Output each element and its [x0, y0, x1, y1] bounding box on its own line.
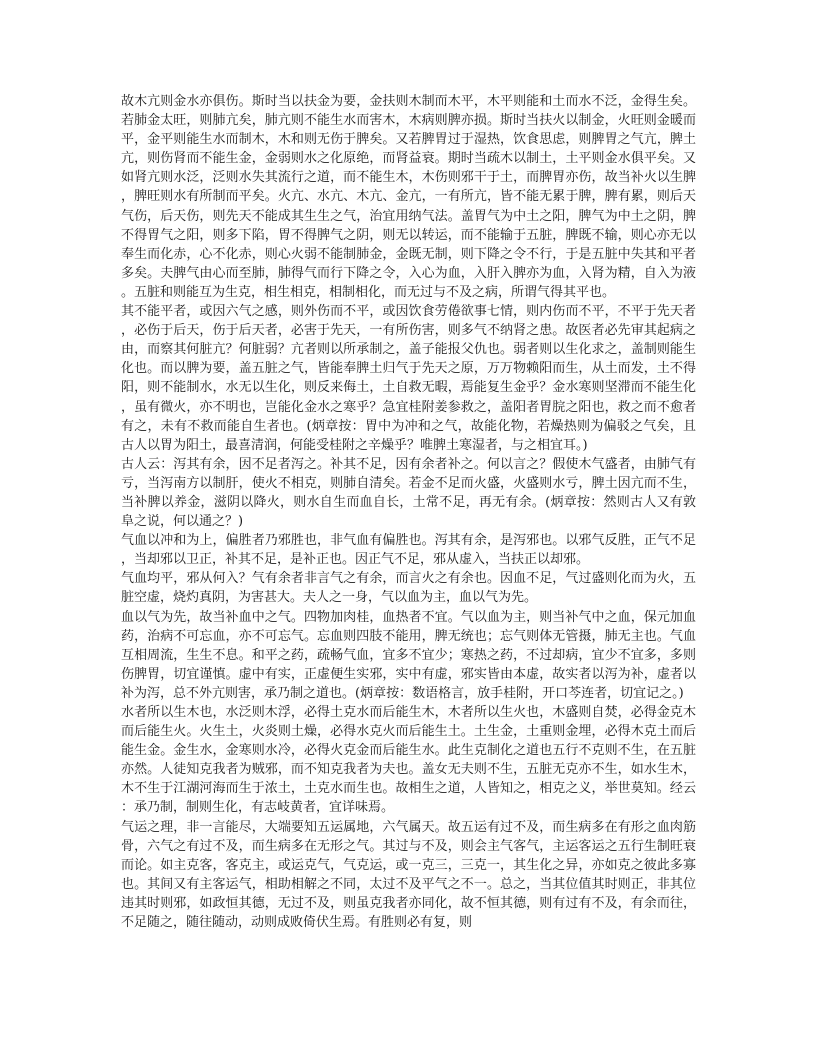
paragraph-blood-qi-first: 血以气为先，故当补血中之气。四物加肉桂，血热者不宜。气以血为主，则当补气中之血，保元加血药，治病不可忘血，亦不可忘气。忘血则四肢不能用，脾无统也；忘气则体无管摄，肺无主也。气血互相周流，生生不息。和平之药，疏畅气血，宜多不宜少；寒热之药，不过却病，宜少不宜多，多则伤脾胃，切宜谨慎。虚中有实，正虚便生实邪，实中有虚，邪实皆由本虚，故实者以泻为补，虚者以补为泻，总不外亢则害，承乃制之道也。(炳章按：数语格言，放手桂附，开口芩连者，切宜记之。)	[121, 609, 696, 701]
paragraph-wood-metal: 故木亢则金水亦俱伤。斯时当以扶金为要，金扶则木制而木平，木平则能和土而水不泛，金得生矣。若肺金太旺，则肺亢矣，肺亢则不能生水而害木，木病则脾亦损。斯时当扶火以制金，火旺则金暖而平，金平则能生水而制木，木和则无伤于脾矣。又若脾胃过于湿热，饮食思虑，则脾胃之气亢，脾土亢，则伤肾而不能生金，金弱则水之化原绝，而肾益衰。期时当疏木以制土，土平则金水俱平矣。又如肾亢则水泛，泛则水失其流行之道，而不能生木，木伤则邪干于土，而脾胃亦伤，故当补火以生脾，脾旺则水有所制而平矣。火亢、水亢、木亢、金亢，一有所亢，皆不能无累于脾，脾有累，则后天气伤，后天伤，则先天不能成其生生之气，治宜用纳气法。盖胃气为中土之阳，脾气为中土之阴，脾不得胃气之阳，则多下陷，胃不得脾气之阴，则无以转运，而不能输于五脏，脾既不输，则心亦无以奉生而化赤，心不化赤，则心火弱不能制肺金，金既无制，则下降之令不行，于是五脏中失其和平者多矣。夫脾气由心而至肺，肺得气而行下降之令，入心为血，入肝入脾亦为血，入肾为精，自入为液。五脏和则能互为生克，相生相克，相制相化，而无过与不及之病，所谓气得其平也。	[121, 94, 696, 300]
document-page	[121, 92, 696, 932]
paragraph-qi-blood-balance: 气血均平，邪从何入？气有余者非言气之有余，而言火之有余也。因血不足，气过盛则化而为火，五脏空虚，烧灼真阴，为害甚大。夫人之一身，气以血为主，血以气为先。	[121, 571, 696, 606]
paragraph-qi-movement: 气运之理，非一言能尽，大端要知五运属地，六气属天。故五运有过不及，而生病多在有形之血肉筋骨，六气之有过不及，而生病多在无形之气。其过与不及，则会主气客气，主运客运之五行生制旺衰而论。如主克客，客克主，或运克气，气克运，或一克三，三克一，其生化之异，亦如克之彼此多寡也。其间又有主客运气，相助相解之不同，太过不及平气之不一。总之，当其位值其时则正，非其位违其时则邪，如政恒其德，无过不及，则虽克我者亦同化，故不恒其德，则有过有不及，有余而往，不足随之，随往随动，动则成败倚伏生焉。有胜则必有复，则	[121, 819, 696, 931]
paragraph-five-elements: 水者所以生木也，水泛则木浮，必得土克水而后能生木，木者所以生火也，木盛则自焚，必得金克木而后能生火。火生土，火炎则土燥，必得水克火而后能生土。土生金，土重则金埋，必得木克土而后能生金。金生水，金寒则水冷，必得火克金而后能生水。此生克制化之道也五行不克则不生，在五脏亦然。人徒知克我者为贼邪，而不知克我者为夫也。盖女无夫则不生，五脏无克亦不生，如水生木，木不生于江湖河海而生于浓土，土克水而生也。故相生之道，人皆知之，相克之义，举世莫知。经云：承乃制，制则生化，有志岐黄者，宜详味焉。	[121, 705, 696, 816]
paragraph-drain-excess: 古人云：泻其有余，因不足者泻之。补其不足，因有余者补之。何以言之？假使木气盛者，由肺气有亏，当泻南方以制肝，使火不相克，则肺自清矣。若金不足而火盛，火盛则水亏，脾土因亢而不生，当补脾以养金，滋阴以降火，则水自生而血自长，土常不足，再无有余。(炳章按：然则古人又有敦阜之说，何以通之？)	[121, 456, 696, 530]
paragraph-imbalance-causes: 其不能平者，或因六气之感，则外伤而不平，或因饮食劳倦欲事七情，则内伤而不平，不平于先天者，必伤于后天，伤于后天者，必害于先天，一有所伤害，则多气不纳肾之患。故医者必先审其起病之由，而察其何脏亢？何脏弱？亢者则以所承制之，盖子能报父仇也。弱者则以生化求之，盖制则能生化也。而以脾为要，盖五脏之气，皆能奉脾土归气于先天之原，万万物赖阳而生，从土而发，土不得阳，则不能制水，水无以生化，则反来侮土，土自救无暇，焉能复生金乎？金水寒则坚滞而不能生化，虽有微火，亦不明也，岂能化金水之寒乎？急宜桂附姜参救之，盖阳者胃脘之阳也，救之而不愈者有之，未有不救而能自生者也。(炳章按：胃中为冲和之气，故能化物，若燥热则为偏驳之气矣，且古人以胃为阳土，最喜清润，何能受桂附之辛燥乎？唯脾土寒湿者，与之相宜耳。)	[121, 304, 696, 453]
paragraph-qi-blood-harmony: 气血以冲和为上，偏胜者乃邪胜也，非气血有偏胜也。泻其有余，是泻邪也。以邪气反胜，正气不足，当却邪以卫正，补其不足，是补正也。因正气不足，邪从虚入，当扶正以却邪。	[121, 533, 696, 568]
